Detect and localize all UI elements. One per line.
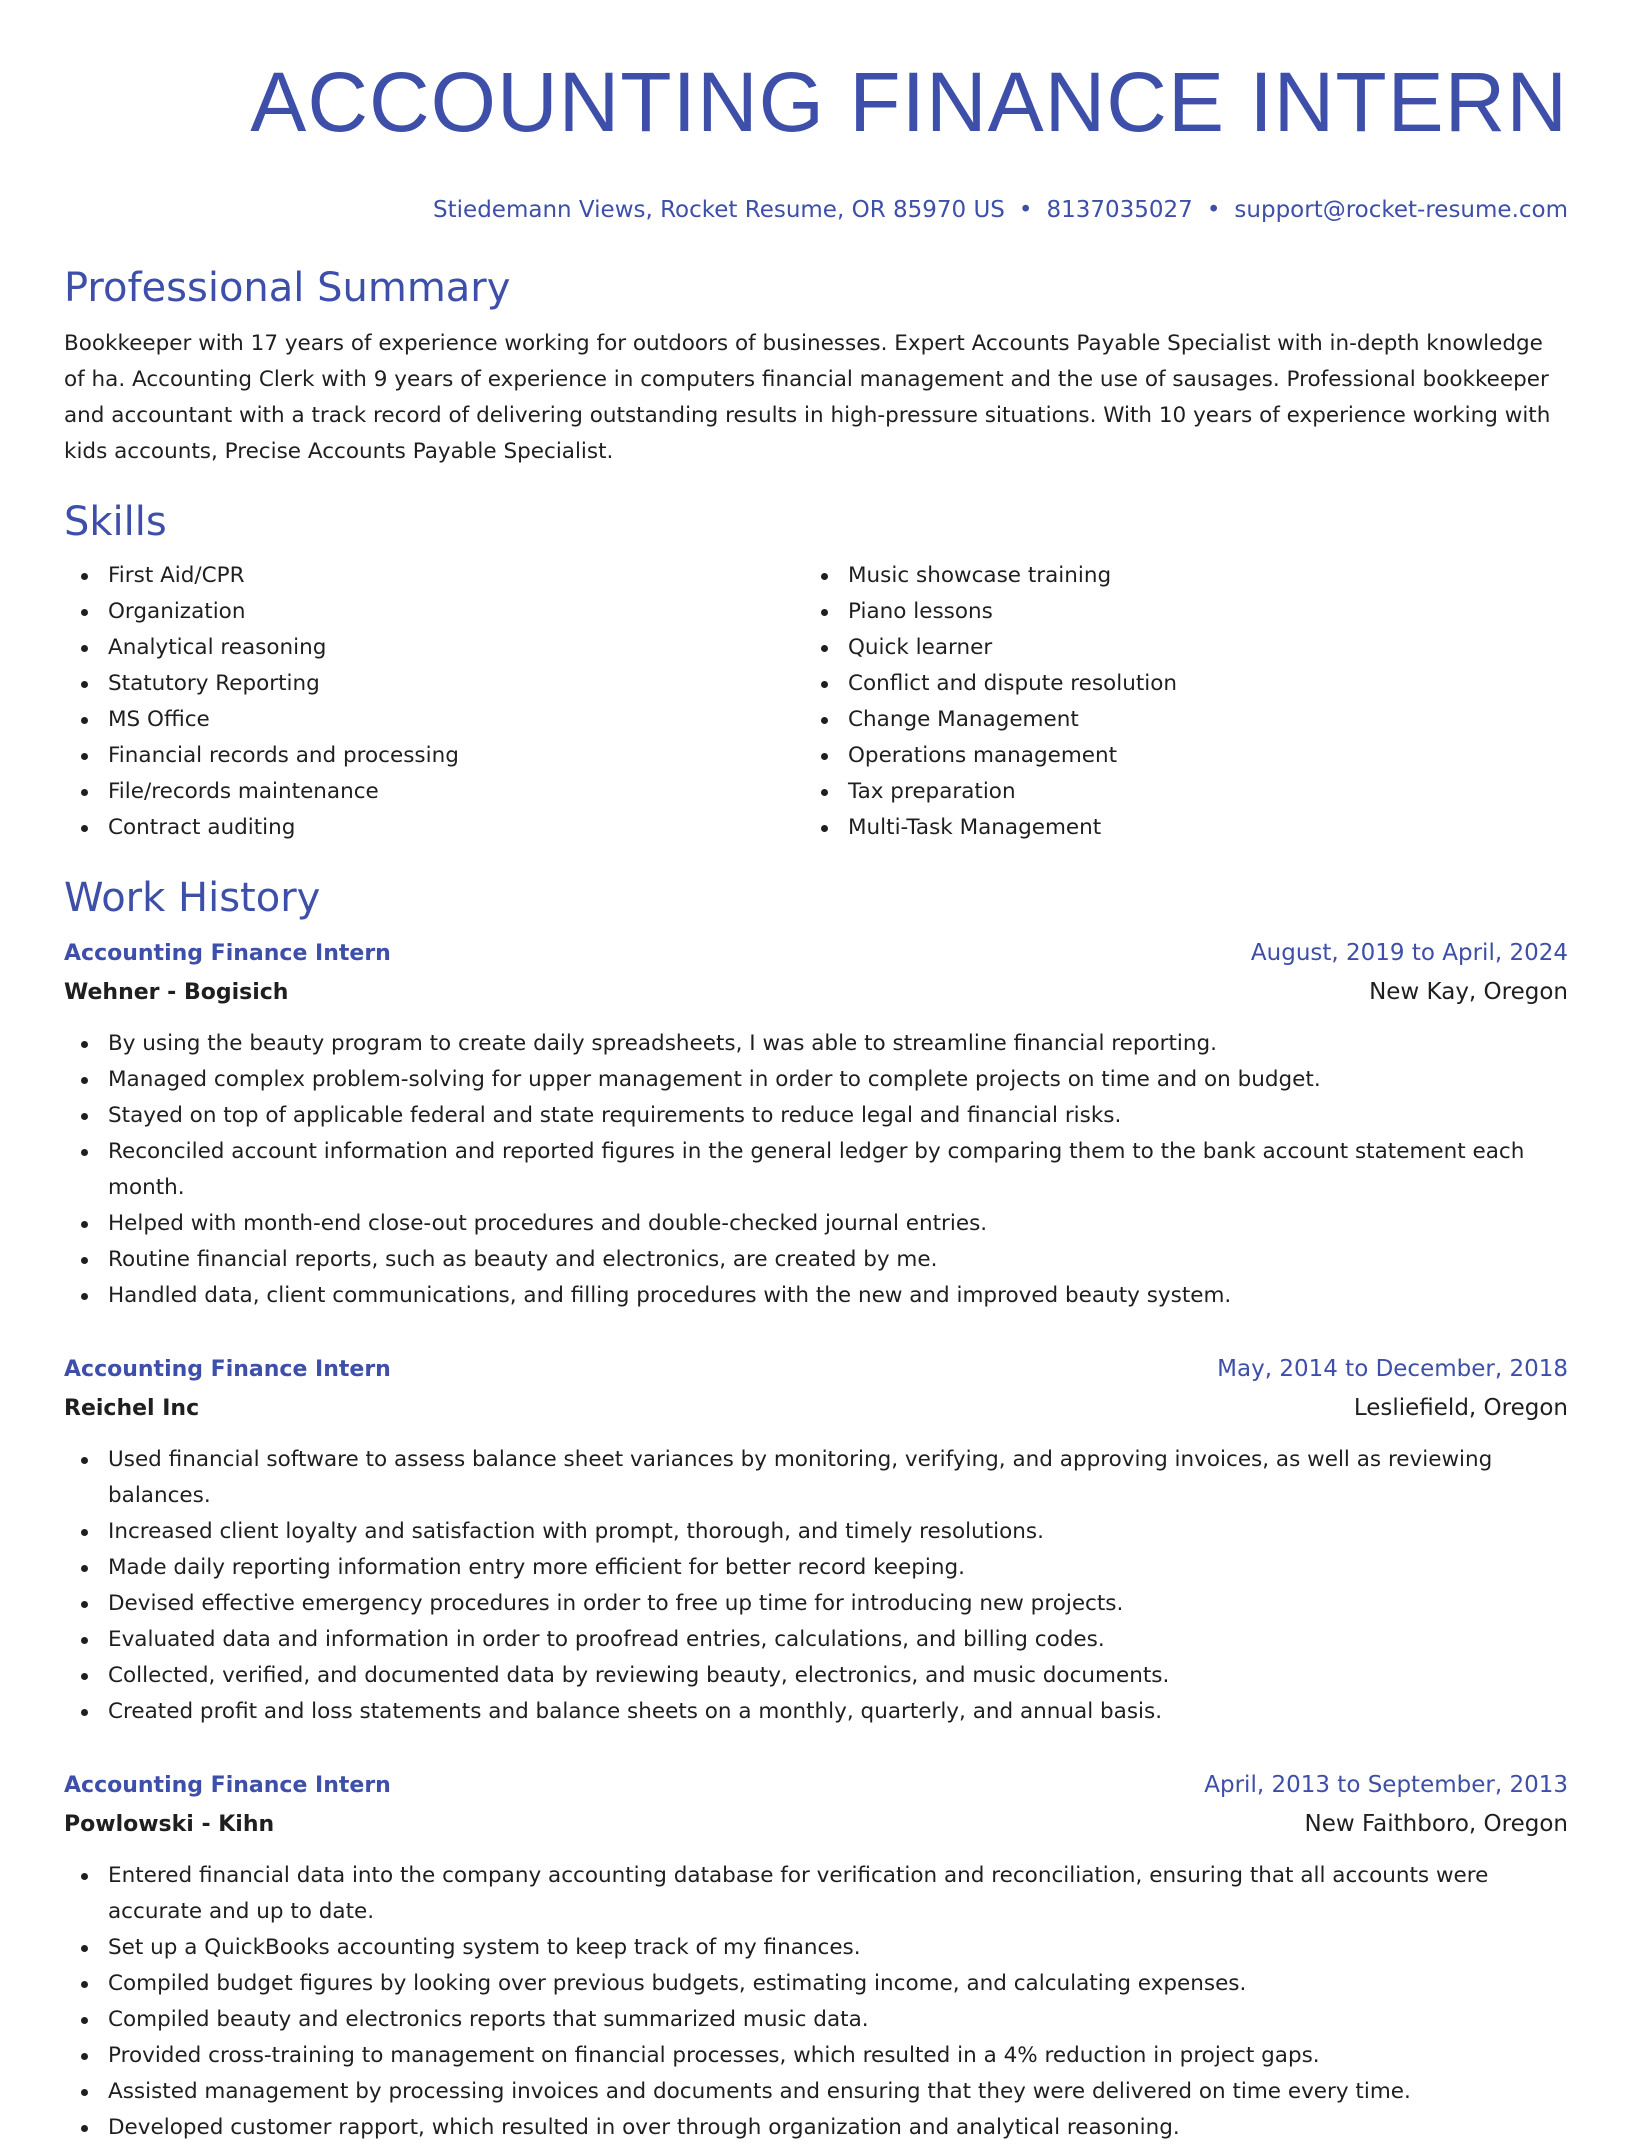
skill-item: Quick learner <box>848 630 1544 666</box>
job-bullet: Handled data, client communications, and filling procedures with the new and improved beauty system. <box>108 1278 1568 1314</box>
contact-email[interactable]: support@rocket-resume.com <box>1234 197 1568 223</box>
job-bullets <box>64 1026 1568 1314</box>
job-bullet: Compiled beauty and electronics reports that summarized music data. <box>108 2002 1568 2038</box>
job-dates: April, 2013 to September, 2013 <box>1204 1772 1568 1798</box>
job-bullet: Evaluated data and information in order to proofread entries, calculations, and billing codes. <box>108 1622 1568 1658</box>
job-bullets <box>64 1442 1568 1730</box>
job-dates: August, 2019 to April, 2024 <box>1250 940 1568 966</box>
skill-item: Operations management <box>848 738 1544 774</box>
job-entry <box>64 934 1568 1314</box>
skill-item: Multi-Task Management <box>848 810 1544 846</box>
job-bullet: Reconciled account information and reported figures in the general ledger by comparing them to the bank account statement each month. <box>108 1134 1568 1206</box>
job-bullet: Made daily reporting information entry more efficient for better record keeping. <box>108 1550 1568 1586</box>
job-bullet: Used financial software to assess balance sheet variances by monitoring, verifying, and approving invoices, as well as reviewing balances. <box>108 1442 1568 1514</box>
job-bullet: Managed complex problem-solving for upper management in order to complete projects on time and on budget. <box>108 1062 1568 1098</box>
job-bullet: Set up a QuickBooks accounting system to keep track of my finances. <box>108 1930 1568 1966</box>
skill-item: MS Office <box>108 702 804 738</box>
job-bullet: Created profit and loss statements and balance sheets on a monthly, quarterly, and annual basis. <box>108 1694 1568 1730</box>
job-title: Accounting Finance Intern <box>64 1357 391 1382</box>
contact-line <box>64 194 1568 226</box>
job-bullet: Routine financial reports, such as beauty and electronics, are created by me. <box>108 1242 1568 1278</box>
job-header-row <box>64 1766 1568 1805</box>
job-location: New Faithboro, Oregon <box>1304 1811 1568 1837</box>
skill-item: First Aid/CPR <box>108 558 804 594</box>
job-bullets <box>64 1858 1568 2146</box>
job-dates: May, 2014 to December, 2018 <box>1217 1356 1568 1382</box>
skill-item: Piano lessons <box>848 594 1544 630</box>
work-history-heading: Work History <box>64 875 321 921</box>
job-location: New Kay, Oregon <box>1369 979 1568 1005</box>
job-title: Accounting Finance Intern <box>64 941 391 966</box>
skill-item: Financial records and processing <box>108 738 804 774</box>
skill-item: Analytical reasoning <box>108 630 804 666</box>
skill-item: Tax preparation <box>848 774 1544 810</box>
job-bullet: Increased client loyalty and satisfaction with prompt, thorough, and timely resolutions. <box>108 1514 1568 1550</box>
job-bullet: Compiled budget figures by looking over previous budgets, estimating income, and calculating expenses. <box>108 1966 1568 2002</box>
job-bullet: Stayed on top of applicable federal and state requirements to reduce legal and financial risks. <box>108 1098 1568 1134</box>
job-bullet: Helped with month-end close-out procedures and double-checked journal entries. <box>108 1206 1568 1242</box>
skills-column-right <box>804 558 1544 846</box>
skill-item: Conflict and dispute resolution <box>848 666 1544 702</box>
job-company-row <box>64 1389 1568 1428</box>
skill-item: Statutory Reporting <box>108 666 804 702</box>
job-title: Accounting Finance Intern <box>64 1773 391 1798</box>
skill-item: Music showcase training <box>848 558 1544 594</box>
skills-list <box>64 558 1568 846</box>
job-bullet: Devised effective emergency procedures in order to free up time for introducing new projects. <box>108 1586 1568 1622</box>
skills-column-left <box>64 558 804 846</box>
job-header-row <box>64 1350 1568 1389</box>
contact-phone: 8137035027 <box>1046 197 1193 223</box>
job-company-row <box>64 1805 1568 1844</box>
skill-item: Contract auditing <box>108 810 804 846</box>
contact-separator: • <box>1206 197 1221 223</box>
contact-address: Stiedemann Views, Rocket Resume, OR 85970 US <box>433 197 1005 223</box>
job-entry <box>64 1766 1568 2146</box>
job-bullet: Developed customer rapport, which resulted in over through organization and analytical reasoning. <box>108 2110 1568 2146</box>
job-bullet: Assisted management by processing invoices and documents and ensuring that they were delivered on time every time. <box>108 2074 1568 2110</box>
summary-text: Bookkeeper with 17 years of experience working for outdoors of businesses. Expert Accounts Payable Specialist with in-depth knowledge of ha. Accounting Clerk with 9 years of experience in computers financial management and the use of sausages. Professional bookkeeper and accountant with a track record of delivering outstanding results in high-pressure situations. With 10 years of experience working with kids accounts, Precise Accounts Payable Specialist. <box>64 331 1551 464</box>
job-bullet: Entered financial data into the company accounting database for verification and reconciliation, ensuring that all accounts were accurate and up to date. <box>108 1858 1568 1930</box>
job-location: Lesliefield, Oregon <box>1353 1395 1568 1421</box>
contact-separator: • <box>1018 197 1033 223</box>
job-entry <box>64 1350 1568 1730</box>
job-company: Powlowski - Kihn <box>64 1812 275 1837</box>
job-bullet: Collected, verified, and documented data by reviewing beauty, electronics, and music documents. <box>108 1658 1568 1694</box>
job-company-row <box>64 973 1568 1012</box>
job-company: Wehner - Bogisich <box>64 980 289 1005</box>
skill-item: Organization <box>108 594 804 630</box>
candidate-name: ACCOUNTING FINANCE INTERN <box>250 55 1568 149</box>
skills-heading: Skills <box>64 499 167 545</box>
job-header-row <box>64 934 1568 973</box>
skill-item: File/records maintenance <box>108 774 804 810</box>
job-company: Reichel Inc <box>64 1396 200 1421</box>
summary-heading: Professional Summary <box>64 265 511 311</box>
job-bullet: By using the beauty program to create daily spreadsheets, I was able to streamline financial reporting. <box>108 1026 1568 1062</box>
skill-item: Change Management <box>848 702 1544 738</box>
job-bullet: Provided cross-training to management on financial processes, which resulted in a 4% reduction in project gaps. <box>108 2038 1568 2074</box>
